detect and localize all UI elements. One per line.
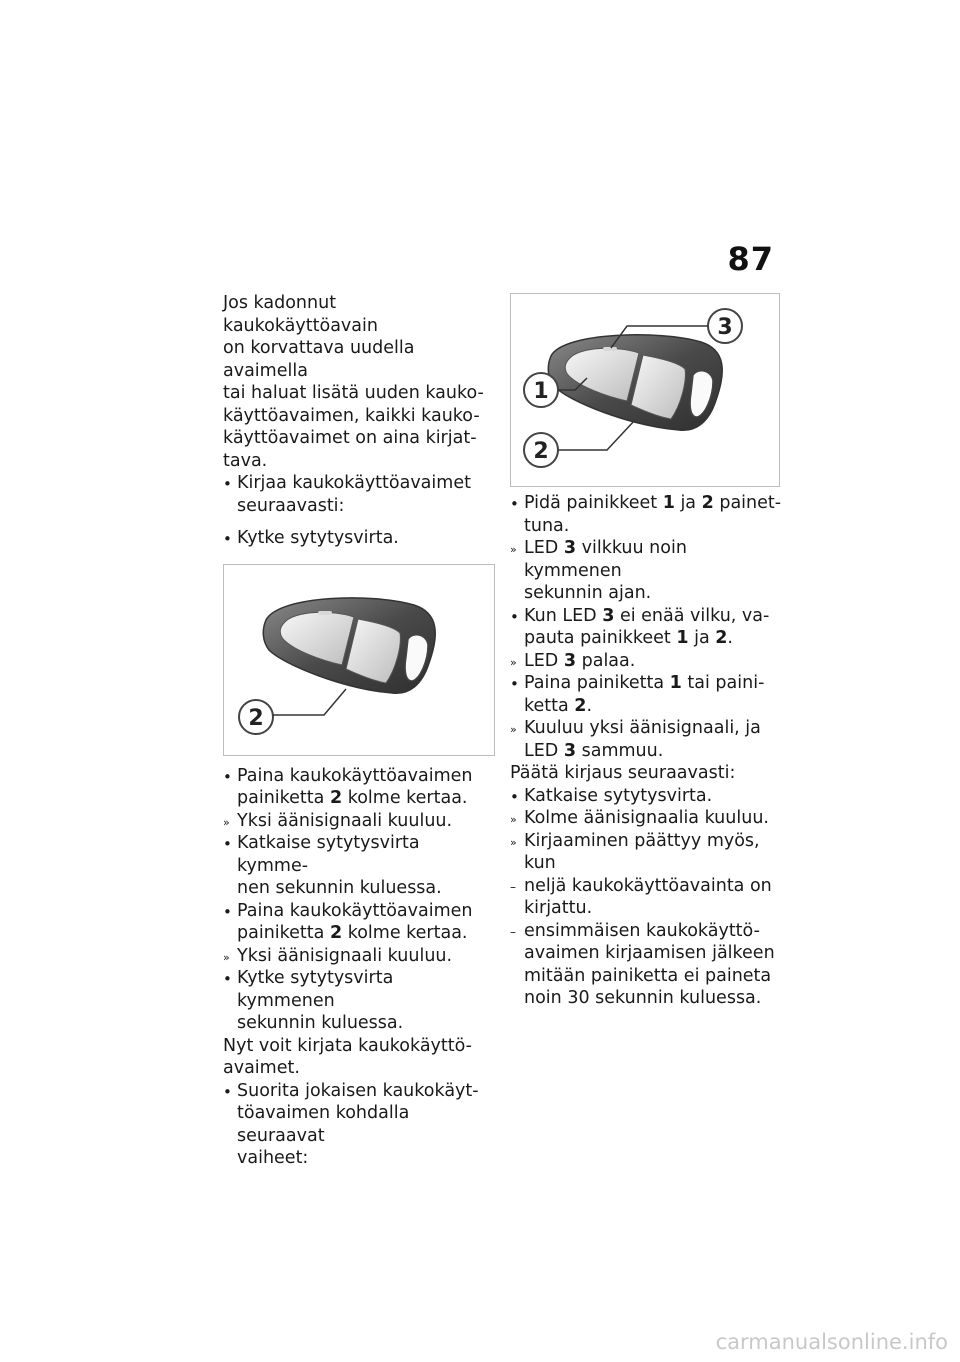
- result-item: [510, 807, 782, 830]
- bullet-marker: •: [510, 607, 519, 626]
- list-item: [223, 832, 495, 900]
- bullet-marker: •: [223, 767, 232, 786]
- item-text: Suorita jokaisen kaukokäyt- töavaimen kohdalla seuraavat vaiheet:: [237, 1080, 479, 1168]
- bullet-marker: •: [223, 970, 232, 988]
- result-marker: »: [223, 950, 230, 964]
- list-item: [223, 527, 495, 550]
- key-fob-figure-right: [510, 293, 780, 487]
- paragraph: Nyt voit kirjata kaukokäyttö- avaimet.: [223, 1035, 472, 1078]
- key-fob-illustration: [224, 565, 494, 755]
- dash-marker: –: [510, 924, 516, 939]
- item-text: Kytke sytytysvirta kymmenen sekunnin kuluessa.: [237, 968, 404, 1033]
- list-item: [510, 605, 782, 650]
- result-item: [510, 537, 782, 605]
- item-text: Kirjaa kaukokäyttöavaimet seuraavasti:: [237, 473, 471, 516]
- list-item: [223, 472, 495, 517]
- item-text: Yksi äänisignaali kuuluu.: [237, 810, 453, 831]
- result-marker: »: [510, 835, 517, 849]
- item-text: ensimmäisen kaukokäyttö- avaimen kirjaamisen jälkeen mitään painiketta ei paineta noin 30 sekunnin kuluessa.: [524, 920, 775, 1008]
- item-text: LED 3 vilkkuu noin kymmenen sekunnin ajan.: [524, 538, 687, 603]
- item-text: Katkaise sytytysvirta kymme- nen sekunnin kuluessa.: [237, 833, 442, 898]
- item-text: Paina kaukokäyttöavaimen painiketta 2 kolme kertaa.: [237, 900, 473, 943]
- result-marker: »: [510, 813, 517, 826]
- list-item: [510, 785, 782, 808]
- callout-label-2: 2: [533, 439, 549, 464]
- bullet-marker: •: [223, 902, 232, 921]
- item-text: Paina painiketta 1 tai paini- ketta 2.: [524, 673, 765, 716]
- result-marker: »: [510, 655, 517, 669]
- callout-label-1: 1: [533, 379, 549, 404]
- bullet-marker: •: [510, 787, 519, 806]
- key-fob-illustration: [511, 294, 779, 486]
- result-item: [510, 830, 782, 875]
- item-text: Kytke sytytysvirta.: [237, 528, 399, 548]
- watermark-link[interactable]: carmanualsonline.info: [715, 1330, 948, 1354]
- list-item: [510, 672, 782, 717]
- dash-marker: –: [510, 879, 516, 894]
- bullet-marker: •: [510, 675, 519, 693]
- list-item: [223, 765, 495, 810]
- list-item: [510, 492, 782, 537]
- paragraph: Päätä kirjaus seuraavasti:: [510, 763, 736, 783]
- list-item: [223, 900, 495, 945]
- key-fob-figure-left: [223, 564, 495, 756]
- item-text: Pidä painikkeet 1 ja 2 painet- tuna.: [524, 493, 782, 536]
- list-item: [223, 1080, 495, 1170]
- bullet-marker: •: [510, 495, 519, 513]
- bullet-marker: •: [223, 530, 232, 548]
- dash-item: [510, 875, 782, 920]
- dash-item: [510, 920, 782, 1010]
- result-marker: »: [510, 543, 517, 556]
- item-text: Kolme äänisignaalia kuuluu.: [524, 808, 769, 828]
- item-text: Paina kaukokäyttöavaimen painiketta 2 kolme kertaa.: [237, 765, 473, 808]
- result-marker: »: [223, 815, 230, 829]
- list-item: [223, 967, 495, 1035]
- bullet-marker: •: [223, 1082, 232, 1101]
- right-column: [510, 492, 782, 1010]
- item-text: Kuuluu yksi äänisignaali, ja LED 3 sammuu.: [524, 718, 761, 761]
- left-column: [223, 292, 495, 1170]
- bullet-marker: •: [223, 475, 232, 493]
- result-item: [510, 717, 782, 762]
- item-text: Yksi äänisignaali kuuluu.: [237, 945, 453, 966]
- item-text: Katkaise sytytysvirta.: [524, 785, 713, 806]
- result-item: [510, 650, 782, 673]
- item-text: LED 3 palaa.: [524, 650, 636, 671]
- result-marker: »: [510, 723, 517, 736]
- callout-label-3: 3: [717, 315, 733, 340]
- callout-label-2: 2: [248, 705, 264, 731]
- item-text: Kun LED 3 ei enää vilku, va- pauta painikkeet 1 ja 2.: [524, 605, 770, 648]
- item-text: neljä kaukokäyttöavainta on kirjattu.: [524, 875, 772, 918]
- intro-paragraph: Jos kadonnut kaukokäyttöavain on korvattava uudella avaimella tai haluat lisätä uuden kauko- käyttöavaimen, kaikki kauko- käyttöavaimet on aina kirjat- tava.: [223, 293, 484, 471]
- bullet-marker: •: [223, 835, 232, 853]
- result-item: [223, 810, 495, 833]
- result-item: [223, 945, 495, 968]
- item-text: Kirjaaminen päättyy myös, kun: [524, 830, 760, 873]
- page-number: 87: [727, 240, 774, 278]
